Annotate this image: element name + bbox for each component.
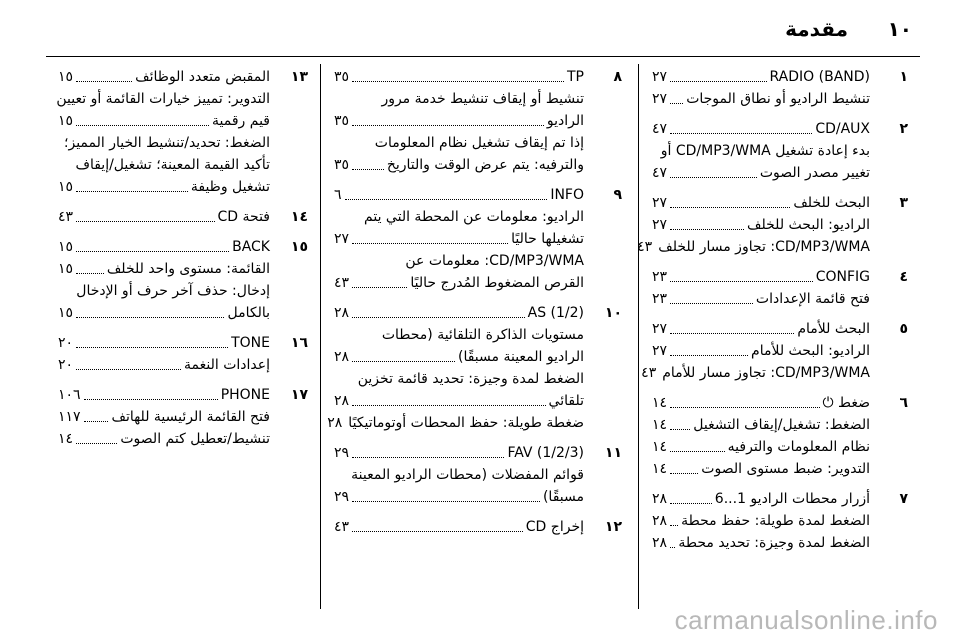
toc-entry-number: ١ (899, 69, 908, 85)
toc-line (652, 340, 870, 362)
toc-entry-number: ١٣ (290, 69, 308, 85)
toc-entry-number: ١٢ (604, 519, 622, 535)
toc-line-text: فتحة CD (217, 209, 270, 225)
toc-line-text: ضغط ⏻ (822, 395, 870, 411)
dot-leader (670, 443, 725, 452)
toc-line-text: القائمة: مستوى واحد للخلف (106, 261, 270, 277)
page-number: ١٠ (887, 17, 912, 41)
toc-page-ref: ١٥ (58, 179, 74, 195)
dot-leader (670, 199, 790, 208)
toc-line-text: الراديو المعينة مسبقًا) (457, 349, 584, 365)
toc-line-text: AS (1/2) (527, 305, 584, 321)
toc-line-text: فتح قائمة الإعدادات (755, 291, 870, 307)
toc-entry-number: ٧ (899, 491, 908, 507)
dot-leader (352, 449, 504, 458)
toc-line (58, 236, 270, 258)
dot-leader (352, 493, 540, 502)
toc-page-ref: ٣٥ (334, 113, 350, 129)
dot-leader (352, 309, 525, 318)
toc-line-text: الضغط لمدة طويلة: حفظ محطة (681, 513, 870, 529)
dot-leader (352, 235, 508, 244)
dot-leader (670, 399, 819, 408)
toc-page-ref: ٢٠ (58, 335, 74, 351)
dot-leader (670, 495, 712, 504)
toc-entry-number: ٣ (899, 195, 908, 211)
toc-page-ref: ١٤ (652, 461, 668, 477)
toc-line (58, 258, 270, 280)
dot-leader (670, 517, 678, 526)
toc-page-ref: ٤٧ (652, 121, 668, 137)
dot-leader (76, 309, 224, 318)
toc-page-ref: ١٥ (58, 261, 74, 277)
toc-line (334, 368, 584, 390)
toc-line-text: CD/MP3/WMA: تجاوز مسار للخلف (658, 239, 870, 255)
toc-line (334, 346, 584, 368)
column-divider-right (638, 64, 639, 609)
toc-page-ref: ٢٨ (652, 513, 668, 529)
toc-line (334, 324, 584, 346)
toc-line-text: بدء إعادة تشغيل CD/MP3/WMA أو (660, 143, 870, 159)
toc-page-ref: ١٤ (652, 395, 668, 411)
toc-entry-number: ١٠ (604, 305, 622, 321)
toc-page-ref: ١٥ (58, 305, 74, 321)
toc-line-text: تنشيط الراديو أو نطاق الموجات (686, 91, 870, 107)
toc-line-text: نظام المعلومات والترفيه (727, 439, 870, 455)
dot-leader (76, 265, 104, 274)
toc-line (58, 66, 270, 88)
toc-line-text: تأكيد القيمة المعينة؛ تشغيل/إيقاف (75, 157, 270, 173)
toc-line-text: BACK (232, 239, 270, 255)
toc-line (334, 464, 584, 486)
dot-leader (670, 73, 766, 82)
toc-line (58, 332, 270, 354)
toc-line (652, 414, 870, 436)
watermark: carmanualsonline.info (674, 605, 938, 635)
toc-line (334, 390, 584, 412)
toc-line (637, 236, 870, 258)
toc-line (58, 110, 270, 132)
toc-page-ref: ٤٣ (637, 239, 653, 255)
toc-line (334, 228, 584, 250)
toc-line-text: البحث للخلف (793, 195, 870, 211)
toc-line (334, 272, 584, 294)
dot-leader (76, 183, 188, 192)
toc-line (334, 206, 584, 228)
toc-line-text: المقبض متعدد الوظائف (135, 69, 270, 85)
toc-page-ref: ١٤ (652, 417, 668, 433)
toc-line-text: الضغط لمدة وجيزة: تحديد محطة (678, 535, 870, 551)
toc-entry-number: ١٤ (290, 209, 308, 225)
toc-page-ref: ٢٨ (334, 305, 350, 321)
toc-line-text: مستويات الذاكرة التلقائية (محطات (381, 327, 584, 343)
toc-line-text: إعدادات النغمة (184, 357, 270, 373)
toc-line (58, 280, 270, 302)
toc-line (334, 66, 584, 88)
toc-entry (652, 488, 908, 554)
toc-line-text: قوائم المفضلات (محطات الراديو المعينة (351, 467, 584, 483)
toc-page-ref: ٢٩ (334, 489, 350, 505)
toc-line-text: والترفيه: يتم عرض الوقت والتاريخ (386, 157, 584, 173)
toc-entry-number: ٨ (613, 69, 622, 85)
toc-line (334, 132, 584, 154)
toc-line (334, 516, 584, 538)
toc-line (334, 154, 584, 176)
toc-page-ref: ٢٠ (58, 357, 74, 373)
toc-line-text: فتح القائمة الرئيسية للهاتف (111, 409, 270, 425)
dot-leader (352, 353, 455, 362)
toc-line-text: CD/AUX (815, 121, 870, 137)
toc-line-text: تنشيط/تعطيل كتم الصوت (120, 431, 270, 447)
toc-line-text: الراديو (546, 113, 584, 129)
page-title: مقدمة (785, 17, 848, 41)
toc-page-ref: ٢٨ (652, 535, 668, 551)
dot-leader (670, 347, 748, 356)
dot-leader (76, 435, 117, 444)
dot-leader (670, 325, 794, 334)
toc-entry-number: ٢ (899, 121, 908, 137)
toc-line (334, 88, 584, 110)
toc-entry (652, 118, 908, 184)
toc-column-middle (327, 66, 622, 626)
page-footer (0, 600, 960, 640)
toc-line (652, 66, 870, 88)
toc-entry-number: ١٥ (290, 239, 308, 255)
toc-line (652, 532, 870, 554)
toc-line-text: الضغط لمدة وجيزة: تحديد قائمة تخزين (357, 371, 584, 387)
toc-line (652, 392, 870, 414)
toc-page-ref: ١٠٦ (58, 387, 81, 403)
toc-line (58, 88, 270, 110)
dot-leader (84, 391, 218, 400)
toc-line (652, 140, 870, 162)
toc-line (58, 354, 270, 376)
toc-page-ref: ٤٣ (334, 519, 350, 535)
toc-entry (652, 392, 908, 480)
toc-page-ref: ٢٨ (334, 349, 350, 365)
toc-entry (641, 318, 908, 384)
toc-line-text: البحث للأمام (797, 321, 870, 337)
toc-entry (58, 332, 308, 376)
toc-line-text: TP (567, 69, 584, 85)
toc-line (334, 250, 584, 272)
toc-page-ref: ٢٧ (652, 69, 668, 85)
toc-line-text: التدوير: ضبط مستوى الصوت (701, 461, 870, 477)
toc-line (652, 88, 870, 110)
toc-entry (58, 236, 308, 324)
toc-entry-number: ٩ (613, 187, 622, 203)
toc-line (58, 406, 270, 428)
toc-page-ref: ٢٧ (334, 231, 350, 247)
page-header (0, 0, 960, 60)
toc-line (58, 206, 270, 228)
toc-entry (327, 302, 622, 434)
toc-line-text: الراديو: البحث للخلف (747, 217, 870, 233)
toc-entry-number: ١١ (604, 445, 622, 461)
dot-leader (670, 169, 757, 178)
toc-line (58, 302, 270, 324)
toc-line (652, 214, 870, 236)
toc-entry (652, 66, 908, 110)
toc-line (652, 288, 870, 310)
toc-line (334, 442, 584, 464)
toc-page-ref: ٢٧ (652, 321, 668, 337)
toc-line (334, 486, 584, 508)
toc-line (652, 510, 870, 532)
toc-line (652, 266, 870, 288)
toc-page-ref: ٢٨ (334, 393, 350, 409)
toc-line-text: ضغطة طويلة: حفظ المحطات أوتوماتيكيًا (348, 415, 584, 431)
toc-line (652, 162, 870, 184)
dot-leader (84, 413, 109, 422)
toc-page-ref: ٤٣ (641, 365, 657, 381)
toc-entry (637, 192, 908, 258)
toc-line (652, 318, 870, 340)
header-rule (46, 56, 920, 57)
dot-leader (352, 397, 546, 406)
dot-leader (670, 465, 698, 474)
toc-line-text: القرص المضغوط المُدرج حاليًا (410, 275, 584, 291)
toc-page-ref: ٦ (334, 187, 342, 203)
toc-line-text: الراديو: معلومات عن المحطة التي يتم (364, 209, 584, 225)
toc-page-ref: ٢٧ (652, 91, 668, 107)
toc-page-ref: ١٤ (652, 439, 668, 455)
column-divider-left (320, 64, 321, 609)
toc-page-ref: ١٥ (58, 69, 74, 85)
toc-line-text: أزرار محطات الراديو 1...6 (714, 491, 870, 507)
toc-line (334, 184, 584, 206)
toc-page-ref: ١٤ (58, 431, 74, 447)
toc-line (58, 154, 270, 176)
toc-page-ref: ٣٥ (334, 69, 350, 85)
toc-line-text: PHONE (220, 387, 270, 403)
toc-page-ref: ٤٣ (334, 275, 350, 291)
dot-leader (670, 95, 683, 104)
toc-page-ref: ٢٧ (652, 195, 668, 211)
toc-line (58, 384, 270, 406)
toc-line-text: إذا تم إيقاف تشغيل نظام المعلومات (374, 135, 584, 151)
toc-line-text: RADIO (BAND) (769, 69, 870, 85)
toc-entry (58, 66, 308, 198)
toc-line (652, 436, 870, 458)
toc-entry-number: ١٧ (290, 387, 308, 403)
toc-entry (58, 384, 308, 450)
toc-line-text: بالكامل (227, 305, 270, 321)
toc-page-ref: ١١٧ (58, 409, 81, 425)
toc-line-text: تغيير مصدر الصوت (759, 165, 870, 181)
toc-line-text: تشغيل وظيفة (190, 179, 270, 195)
toc-page-ref: ٢٨ (327, 415, 343, 431)
toc-line (58, 428, 270, 450)
toc-line-text: التدوير: تمييز خيارات القائمة أو تعيين (56, 91, 270, 107)
toc-line (334, 302, 584, 324)
toc-entry-number: ٤ (899, 269, 908, 285)
toc-line (334, 110, 584, 132)
toc-line-text: CD/MP3/WMA: تجاوز مسار للأمام (662, 365, 870, 381)
dot-leader (76, 73, 132, 82)
dot-leader (670, 273, 813, 282)
toc-line-text: الضغط: تحديد/تنشيط الخيار المميز؛ (64, 135, 270, 151)
dot-leader (670, 221, 744, 230)
toc-line-text: CONFIG (815, 269, 870, 285)
toc-line-text: تشغيلها حاليًا (511, 231, 584, 247)
toc-entry-number: ٥ (899, 321, 908, 337)
dot-leader (670, 125, 812, 134)
toc-page-ref: ٣٥ (334, 157, 350, 173)
dot-leader (670, 539, 675, 548)
dot-leader (670, 421, 690, 430)
dot-leader (352, 117, 544, 126)
toc-line (58, 176, 270, 198)
dot-leader (352, 523, 523, 532)
toc-line-text: مسبقًا) (542, 489, 584, 505)
toc-line-text: INFO (550, 187, 584, 203)
toc-line (641, 362, 870, 384)
toc-entry (58, 206, 308, 228)
dot-leader (76, 213, 214, 222)
toc-line (652, 458, 870, 480)
toc-column-left (58, 66, 308, 626)
toc-line (58, 132, 270, 154)
toc-line (652, 192, 870, 214)
toc-line (652, 118, 870, 140)
dot-leader (670, 295, 753, 304)
toc-page-ref: ٢٩ (334, 445, 350, 461)
toc-page-ref: ٢٣ (652, 269, 668, 285)
toc-line-text: إدخال: حذف آخر حرف أو الإدخال (76, 283, 270, 299)
toc-page-ref: ١٥ (58, 239, 74, 255)
toc-entry (652, 266, 908, 310)
toc-line (652, 488, 870, 510)
toc-page-ref: ٢٧ (652, 343, 668, 359)
toc-page-ref: ٤٣ (58, 209, 74, 225)
toc-line-text: تلقائي (548, 393, 584, 409)
dot-leader (76, 361, 181, 370)
toc-entry-number: ٦ (899, 395, 908, 411)
toc-entry (334, 442, 622, 508)
toc-entry (334, 516, 622, 538)
toc-line-text: قيم رقمية (212, 113, 270, 129)
dot-leader (345, 191, 548, 200)
toc-line-text: تنشيط أو إيقاف تنشيط خدمة مرور (381, 91, 584, 107)
toc-entry-number: ١٦ (290, 335, 308, 351)
toc-line-text: إخراج CD (525, 519, 584, 535)
dot-leader (352, 279, 407, 288)
dot-leader (352, 73, 564, 82)
toc-page-ref: ٤٧ (652, 165, 668, 181)
dot-leader (76, 117, 209, 126)
toc-entry (334, 66, 622, 176)
dot-leader (352, 161, 384, 170)
toc-page-ref: ٢٧ (652, 217, 668, 233)
toc-page-ref: ٢٣ (652, 291, 668, 307)
toc-entry (334, 184, 622, 294)
toc-page-ref: ١٥ (58, 113, 74, 129)
dot-leader (76, 243, 229, 252)
toc-line-text: FAV (1/2/3) (507, 445, 584, 461)
toc-line (327, 412, 584, 434)
toc-line-text: الراديو: البحث للأمام (751, 343, 870, 359)
toc-page-ref: ٢٨ (652, 491, 668, 507)
toc-line-text: الضغط: تشغيل/إيقاف التشغيل (693, 417, 870, 433)
toc-column-right (637, 66, 908, 626)
dot-leader (76, 339, 228, 348)
toc-line-text: TONE (231, 335, 270, 351)
toc-line-text: CD/MP3/WMA: معلومات عن (405, 253, 584, 269)
